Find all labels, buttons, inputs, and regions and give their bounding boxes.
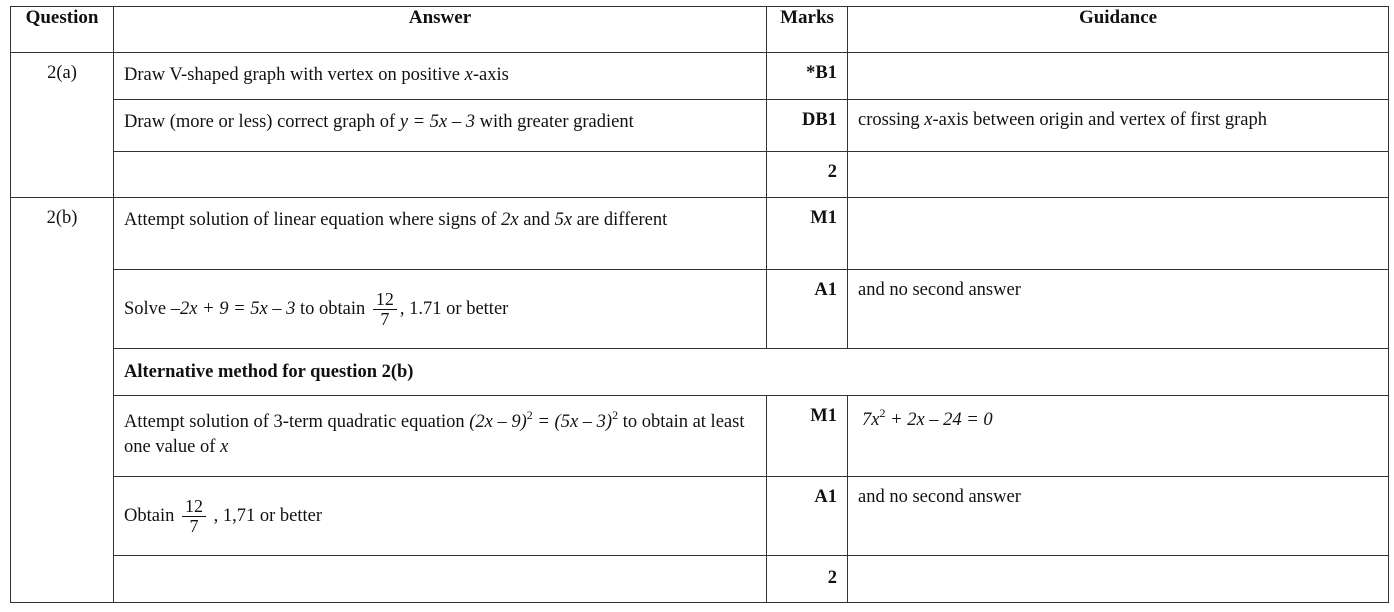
header-row (11, 7, 1389, 53)
mark-scheme-table (10, 6, 1389, 603)
answer-cell (114, 556, 767, 603)
alternative-method-heading: Alternative method for question 2(b) (114, 349, 1389, 396)
answer-cell: Attempt solution of linear equation where signs of 2x and 5x are different (114, 198, 767, 270)
table-row (11, 396, 1389, 477)
header-question: Question (11, 7, 114, 53)
guidance-cell (848, 556, 1389, 603)
header-guidance: Guidance (848, 7, 1389, 53)
marks-cell: A1 (767, 477, 848, 556)
guidance-cell: crossing x-axis between origin and vertex of first graph (848, 100, 1389, 152)
total-marks-2b: 2 (767, 556, 848, 603)
guidance-cell (848, 198, 1389, 270)
answer-cell (114, 152, 767, 198)
table-row (11, 556, 1389, 603)
table-row (11, 349, 1389, 396)
question-label-2b: 2(b) (11, 198, 114, 603)
marks-cell: M1 (767, 396, 848, 477)
guidance-cell: and no second answer (848, 270, 1389, 349)
total-marks-2a: 2 (767, 152, 848, 198)
guidance-cell: $7x^2 + 2x - 24 = 0$ (848, 396, 1389, 477)
marks-cell: M1 (767, 198, 848, 270)
marks-cell: *B1 (767, 53, 848, 100)
table-row (11, 477, 1389, 556)
guidance-cell (848, 152, 1389, 198)
table-row (11, 152, 1389, 198)
table-row (11, 198, 1389, 270)
answer-cell: Solve –2x + 9 = 5x – 3 to obtain $\frac{12}{7}$ , 1.71 or better (114, 270, 767, 349)
fraction: $\frac{12}{7}$ (373, 290, 397, 329)
answer-cell: Attempt solution of 3-term quadratic equation (2x – 9)$^2$ = (5x – 3)$^2$ to obtain at least one value of x (114, 396, 767, 477)
table-row (11, 53, 1389, 100)
fraction: $\frac{12}{7}$ (182, 497, 206, 536)
header-marks: Marks (767, 7, 848, 53)
marks-cell: DB1 (767, 100, 848, 152)
guidance-cell: and no second answer (848, 477, 1389, 556)
answer-cell: Obtain $\frac{12}{7}$ , 1,71 or better (114, 477, 767, 556)
question-label-2a: 2(a) (11, 53, 114, 198)
answer-cell: Draw (more or less) correct graph of y = 5x – 3 with greater gradient (114, 100, 767, 152)
table-row (11, 270, 1389, 349)
marks-cell: A1 (767, 270, 848, 349)
table-row (11, 100, 1389, 152)
guidance-cell (848, 53, 1389, 100)
answer-cell: Draw V-shaped graph with vertex on positive x-axis (114, 53, 767, 100)
header-answer: Answer (114, 7, 767, 53)
